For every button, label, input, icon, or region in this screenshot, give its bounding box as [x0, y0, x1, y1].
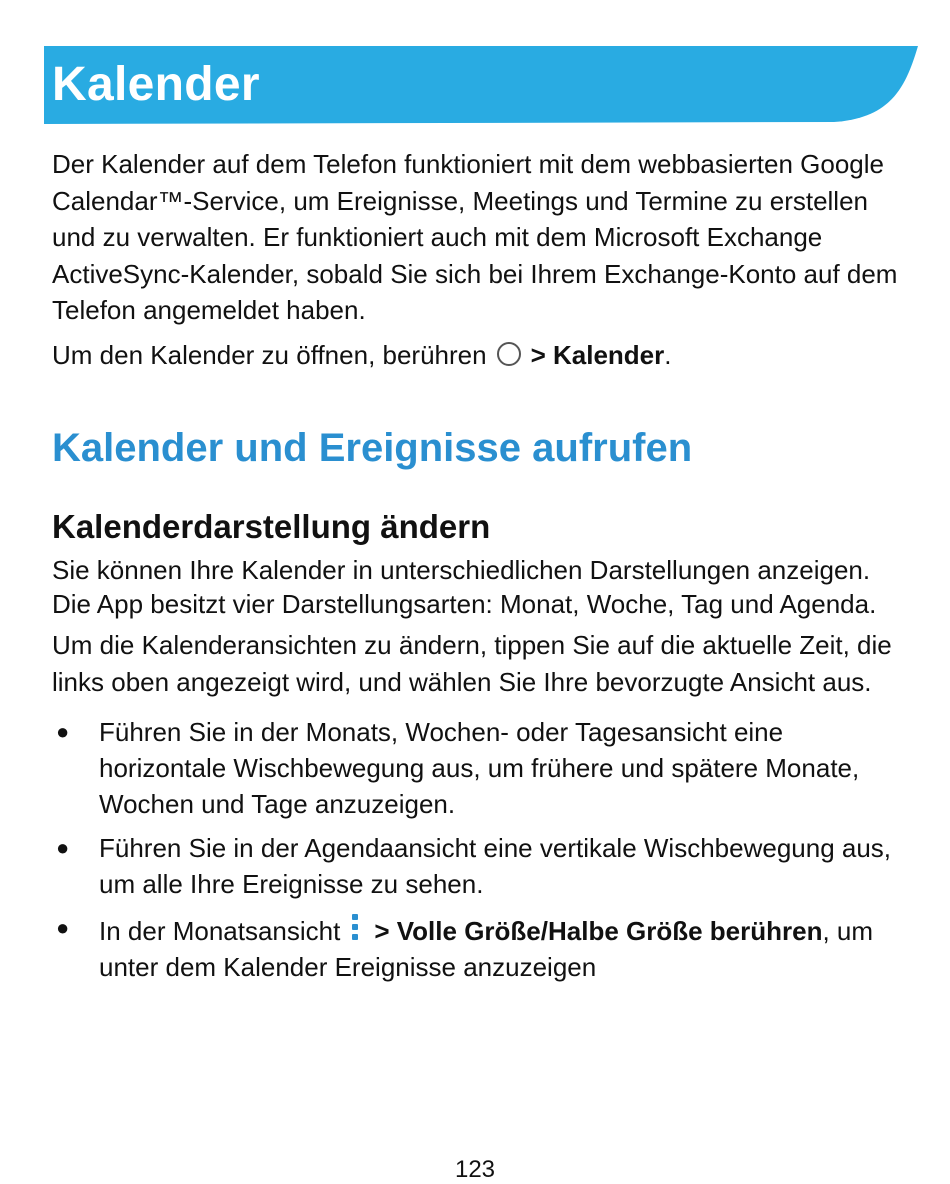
views-paragraph: Sie können Ihre Kalender in unterschiedlichen Darstellungen anzeigen. Die App besitzt vier Darstellungsarten: Monat, Woche, Tag und Agenda.	[52, 555, 877, 619]
open-instruction-prefix: Um den Kalender zu öffnen, berühren	[52, 339, 487, 370]
bullet-text: Führen Sie in der Monats, Wochen- oder Tagesansicht eine horizontale Wischbewegung aus, um frühere und spätere Monate, Wochen und Tage anzuzeigen.	[99, 717, 860, 819]
change-view-paragraph: Um die Kalenderansichten zu ändern, tippen Sie auf die aktuelle Zeit, die links oben angezeigt wird, und wählen Sie Ihre bevorzugte Ansicht aus.	[52, 630, 892, 697]
more-options-icon	[350, 910, 360, 946]
list-item	[52, 830, 912, 902]
open-instruction	[52, 337, 912, 374]
open-instruction-target: > Kalender	[530, 339, 665, 370]
section-heading: Kalender und Ereignisse aufrufen	[52, 426, 693, 470]
chapter-banner	[44, 46, 918, 124]
bullet-text-prefix: In der Monatsansicht	[99, 916, 341, 946]
page-number: 123	[454, 1156, 496, 1183]
page-content	[52, 146, 912, 993]
bullet-text-bold: > Volle Größe/Halbe Größe berühren	[374, 916, 823, 946]
home-circle-icon	[497, 342, 521, 366]
intro-paragraph: Der Kalender auf dem Telefon funktioniert mit dem webbasierten Google Calendar™-Service, um Ereignisse, Meetings und Termine zu erstellen und zu verwalten. Er funktioniert auch mit dem Microsoft Exchange ActiveSync-Kalender, sobald Sie sich bei Ihrem Exchange-Konto auf dem Telefon angemeldet haben.	[52, 149, 898, 325]
bullet-text-suffix: , um unter dem Kalender Ereignisse anzuzeigen	[99, 916, 874, 982]
bullet-marker: ●	[56, 915, 70, 940]
bullet-marker: ●	[56, 835, 70, 860]
bullet-list	[52, 714, 912, 985]
bullet-text: Führen Sie in der Agendaansicht eine vertikale Wischbewegung aus, um alle Ihre Ereignisse zu sehen.	[99, 833, 892, 899]
open-instruction-suffix: .	[664, 339, 672, 370]
bullet-marker: ●	[56, 719, 70, 744]
list-item	[52, 714, 912, 822]
chapter-title: Kalender	[52, 58, 260, 111]
subsection-heading: Kalenderdarstellung ändern	[52, 508, 491, 545]
list-item	[52, 910, 912, 985]
